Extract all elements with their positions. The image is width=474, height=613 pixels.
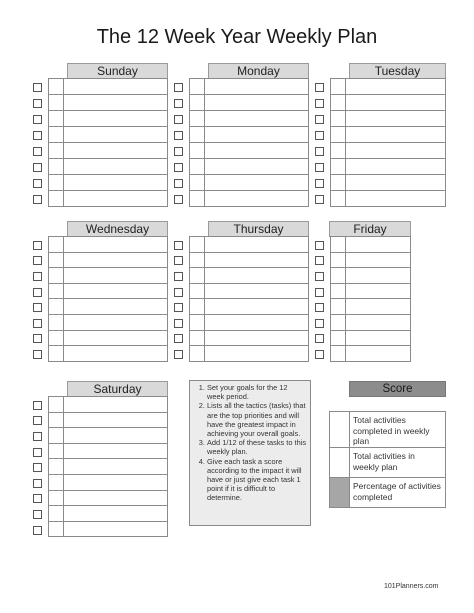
day-header-friday: Friday (329, 221, 411, 237)
day-header-thursday: Thursday (208, 221, 309, 237)
instructions-list (192, 383, 306, 503)
task-line[interactable] (205, 174, 309, 191)
task-line[interactable] (64, 427, 168, 444)
task-checkbox[interactable] (33, 272, 42, 281)
task-line[interactable] (346, 94, 446, 111)
task-line[interactable] (346, 190, 446, 207)
task-line[interactable] (205, 283, 309, 300)
task-line[interactable] (346, 158, 446, 175)
task-line[interactable] (346, 236, 411, 253)
task-line[interactable] (205, 190, 309, 207)
task-line[interactable] (205, 142, 309, 159)
task-score-cell[interactable] (189, 252, 205, 269)
task-checkbox[interactable] (33, 350, 42, 359)
task-score-cell[interactable] (330, 190, 346, 207)
task-line[interactable] (64, 521, 168, 538)
task-checkbox[interactable] (174, 131, 183, 140)
task-score-cell[interactable] (189, 94, 205, 111)
task-checkbox[interactable] (315, 241, 324, 250)
task-score-cell[interactable] (330, 330, 346, 347)
task-line[interactable] (64, 78, 168, 95)
task-checkbox[interactable] (315, 303, 324, 312)
task-checkbox[interactable] (174, 303, 183, 312)
task-score-cell[interactable] (48, 396, 64, 413)
task-checkbox[interactable] (33, 131, 42, 140)
instruction-item: 2. Lists all the tactics (tasks) that are the top priorities and will have the greatest impact in achieving your overall goals. (207, 401, 306, 438)
score-header: Score (349, 381, 446, 397)
task-score-cell[interactable] (48, 345, 64, 362)
task-line[interactable] (64, 443, 168, 460)
task-checkbox[interactable] (315, 195, 324, 204)
task-line[interactable] (64, 396, 168, 413)
task-score-cell[interactable] (189, 126, 205, 143)
task-line[interactable] (64, 283, 168, 300)
task-score-cell[interactable] (189, 190, 205, 207)
task-line[interactable] (205, 267, 309, 284)
task-line[interactable] (346, 330, 411, 347)
task-line[interactable] (64, 174, 168, 191)
task-checkbox[interactable] (174, 147, 183, 156)
score-row-total (329, 447, 446, 478)
score-label: Percentage of activities completed (353, 481, 441, 502)
task-line[interactable] (346, 174, 446, 191)
task-score-cell[interactable] (48, 94, 64, 111)
day-header-tuesday: Tuesday (349, 63, 446, 79)
task-checkbox[interactable] (33, 303, 42, 312)
task-score-cell[interactable] (330, 94, 346, 111)
task-checkbox[interactable] (174, 83, 183, 92)
task-line[interactable] (346, 298, 411, 315)
task-score-cell[interactable] (189, 142, 205, 159)
task-score-cell[interactable] (330, 158, 346, 175)
task-line[interactable] (205, 94, 309, 111)
task-line[interactable] (64, 236, 168, 253)
task-checkbox[interactable] (33, 334, 42, 343)
task-score-cell[interactable] (48, 298, 64, 315)
task-score-cell[interactable] (330, 267, 346, 284)
task-score-cell[interactable] (48, 521, 64, 538)
task-line[interactable] (346, 110, 446, 127)
task-line[interactable] (64, 94, 168, 111)
task-score-cell[interactable] (48, 505, 64, 522)
task-line[interactable] (64, 142, 168, 159)
task-checkbox[interactable] (33, 319, 42, 328)
task-score-cell[interactable] (48, 190, 64, 207)
task-line[interactable] (346, 78, 446, 95)
day-header-saturday: Saturday (67, 381, 168, 397)
task-score-cell[interactable] (330, 345, 346, 362)
task-score-cell[interactable] (48, 330, 64, 347)
task-checkbox[interactable] (174, 99, 183, 108)
task-checkbox[interactable] (315, 99, 324, 108)
score-swatch[interactable] (330, 448, 350, 477)
task-score-cell[interactable] (189, 345, 205, 362)
page-title: The 12 Week Year Weekly Plan (96, 26, 378, 48)
task-line[interactable] (64, 298, 168, 315)
task-line[interactable] (64, 110, 168, 127)
score-row-completed (329, 411, 446, 448)
task-checkbox[interactable] (315, 350, 324, 359)
task-score-cell[interactable] (48, 110, 64, 127)
task-checkbox[interactable] (174, 272, 183, 281)
task-line[interactable] (205, 252, 309, 269)
task-line[interactable] (205, 78, 309, 95)
task-line[interactable] (64, 505, 168, 522)
score-swatch[interactable] (330, 412, 350, 447)
score-label: Total activities in weekly plan (353, 451, 415, 472)
task-checkbox[interactable] (174, 195, 183, 204)
task-checkbox[interactable] (315, 256, 324, 265)
task-line[interactable] (205, 110, 309, 127)
task-score-cell[interactable] (189, 298, 205, 315)
score-row-percentage (329, 477, 446, 508)
task-score-cell[interactable] (330, 298, 346, 315)
task-checkbox[interactable] (33, 526, 42, 535)
task-checkbox[interactable] (33, 479, 42, 488)
task-checkbox[interactable] (315, 147, 324, 156)
task-line[interactable] (346, 126, 446, 143)
task-score-cell[interactable] (330, 236, 346, 253)
task-checkbox[interactable] (315, 334, 324, 343)
task-score-cell[interactable] (189, 330, 205, 347)
task-checkbox[interactable] (33, 147, 42, 156)
task-score-cell[interactable] (330, 174, 346, 191)
task-checkbox[interactable] (33, 115, 42, 124)
task-score-cell[interactable] (48, 412, 64, 429)
task-line[interactable] (205, 345, 309, 362)
day-header-monday: Monday (208, 63, 309, 79)
task-checkbox[interactable] (174, 241, 183, 250)
score-swatch[interactable] (330, 478, 350, 507)
task-checkbox[interactable] (33, 510, 42, 519)
task-score-cell[interactable] (189, 174, 205, 191)
task-score-cell[interactable] (48, 443, 64, 460)
task-checkbox[interactable] (33, 494, 42, 503)
task-line[interactable] (64, 345, 168, 362)
task-checkbox[interactable] (174, 350, 183, 359)
task-score-cell[interactable] (48, 126, 64, 143)
task-line[interactable] (64, 458, 168, 475)
task-line[interactable] (64, 412, 168, 429)
task-line[interactable] (64, 474, 168, 491)
task-checkbox[interactable] (33, 416, 42, 425)
task-line[interactable] (64, 314, 168, 331)
task-score-cell[interactable] (48, 158, 64, 175)
instruction-item: 4. Give each task a score according to the impact it will have or just give each task 1 point if it is difficult to determine. (207, 457, 306, 503)
task-score-cell[interactable] (48, 314, 64, 331)
task-score-cell[interactable] (189, 267, 205, 284)
task-line[interactable] (346, 314, 411, 331)
task-score-cell[interactable] (189, 314, 205, 331)
task-score-cell[interactable] (48, 174, 64, 191)
task-line[interactable] (64, 158, 168, 175)
instructions-box (189, 380, 311, 526)
task-line[interactable] (205, 126, 309, 143)
task-line[interactable] (346, 283, 411, 300)
task-line[interactable] (64, 252, 168, 269)
task-checkbox[interactable] (315, 115, 324, 124)
footer-brand: 101Planners.com (384, 583, 439, 590)
task-score-cell[interactable] (48, 78, 64, 95)
task-checkbox[interactable] (315, 288, 324, 297)
task-score-cell[interactable] (48, 490, 64, 507)
task-score-cell[interactable] (330, 252, 346, 269)
task-checkbox[interactable] (174, 256, 183, 265)
score-label: Total activities completed in weekly plan (353, 415, 430, 446)
task-score-cell[interactable] (48, 252, 64, 269)
task-score-cell[interactable] (189, 236, 205, 253)
task-line[interactable] (346, 252, 411, 269)
task-score-cell[interactable] (330, 283, 346, 300)
task-checkbox[interactable] (33, 241, 42, 250)
task-score-cell[interactable] (330, 110, 346, 127)
task-line[interactable] (64, 190, 168, 207)
task-checkbox[interactable] (33, 195, 42, 204)
task-checkbox[interactable] (33, 288, 42, 297)
task-checkbox[interactable] (315, 272, 324, 281)
task-checkbox[interactable] (315, 163, 324, 172)
task-checkbox[interactable] (174, 179, 183, 188)
task-score-cell[interactable] (48, 458, 64, 475)
task-checkbox[interactable] (174, 115, 183, 124)
task-score-cell[interactable] (189, 110, 205, 127)
task-line[interactable] (64, 267, 168, 284)
task-checkbox[interactable] (174, 163, 183, 172)
task-line[interactable] (205, 236, 309, 253)
task-checkbox[interactable] (315, 179, 324, 188)
task-checkbox[interactable] (33, 448, 42, 457)
task-score-cell[interactable] (189, 78, 205, 95)
task-checkbox[interactable] (315, 131, 324, 140)
task-score-cell[interactable] (189, 283, 205, 300)
task-checkbox[interactable] (33, 179, 42, 188)
task-line[interactable] (205, 330, 309, 347)
task-checkbox[interactable] (174, 319, 183, 328)
task-score-cell[interactable] (330, 78, 346, 95)
task-score-cell[interactable] (48, 283, 64, 300)
task-checkbox[interactable] (33, 83, 42, 92)
task-score-cell[interactable] (330, 314, 346, 331)
task-score-cell[interactable] (189, 158, 205, 175)
task-score-cell[interactable] (48, 267, 64, 284)
task-score-cell[interactable] (48, 474, 64, 491)
instruction-item: 3. Add 1/12 of these tasks to this weekly plan. (207, 438, 306, 456)
instruction-item: 1. Set your goals for the 12 week period. (207, 383, 306, 401)
task-score-cell[interactable] (330, 142, 346, 159)
task-line[interactable] (64, 330, 168, 347)
task-line[interactable] (205, 298, 309, 315)
task-line[interactable] (346, 345, 411, 362)
task-checkbox[interactable] (33, 432, 42, 441)
task-line[interactable] (64, 490, 168, 507)
day-header-wednesday: Wednesday (67, 221, 168, 237)
task-checkbox[interactable] (315, 83, 324, 92)
task-checkbox[interactable] (33, 163, 42, 172)
task-score-cell[interactable] (330, 126, 346, 143)
task-checkbox[interactable] (174, 288, 183, 297)
day-header-sunday: Sunday (67, 63, 168, 79)
task-score-cell[interactable] (48, 236, 64, 253)
task-checkbox[interactable] (33, 256, 42, 265)
task-line[interactable] (205, 158, 309, 175)
task-line[interactable] (346, 142, 446, 159)
task-checkbox[interactable] (174, 334, 183, 343)
task-checkbox[interactable] (315, 319, 324, 328)
task-checkbox[interactable] (33, 401, 42, 410)
task-line[interactable] (205, 314, 309, 331)
task-line[interactable] (346, 267, 411, 284)
task-score-cell[interactable] (48, 142, 64, 159)
task-checkbox[interactable] (33, 463, 42, 472)
task-score-cell[interactable] (48, 427, 64, 444)
task-line[interactable] (64, 126, 168, 143)
task-checkbox[interactable] (33, 99, 42, 108)
